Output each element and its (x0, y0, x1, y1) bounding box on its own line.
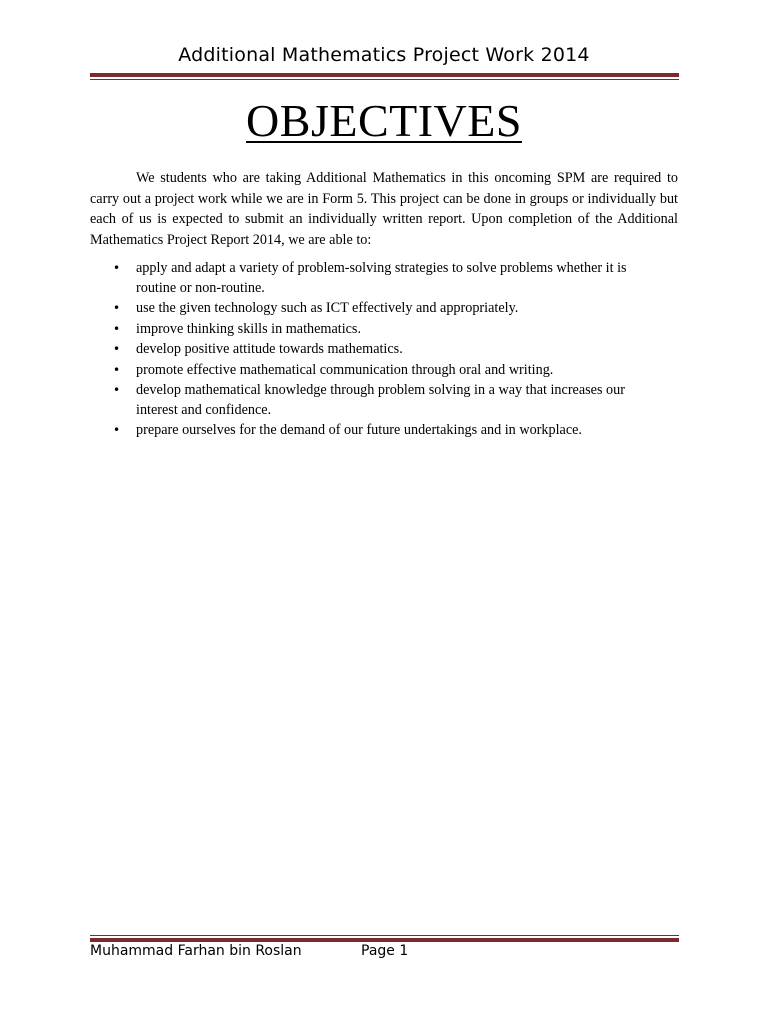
page-heading: OBJECTIVES (246, 95, 522, 146)
intro-paragraph: We students who are taking Additional Mathematics in this oncoming SPM are required to carry out a project work while we are in Form 5. This project can be done in groups or individually but each of us is expected to submit an individually written report. Upon completion of the Additional Mathematics Project Report 2014, we are able to: (90, 170, 678, 248)
bullet-icon: • (113, 321, 121, 336)
footer-author: Muhammad Farhan bin Roslan (90, 943, 302, 959)
objective-text: use the given technology such as ICT effectively and appropriately. (136, 300, 519, 316)
header-rule-thick (90, 73, 679, 77)
objective-item (90, 381, 658, 420)
objective-item (90, 340, 658, 360)
objective-item (90, 421, 658, 441)
header-title: Additional Mathematics Project Work 2014 (178, 44, 590, 66)
footer-page-number: Page 1 (361, 943, 409, 959)
footer-rule-thin (90, 935, 679, 936)
bullet-icon: • (113, 362, 121, 377)
objective-item (90, 259, 658, 298)
bullet-icon: • (113, 383, 121, 397)
footer-rule-thick (90, 938, 679, 942)
objective-text: improve thinking skills in mathematics. (136, 320, 362, 337)
objective-text: promote effective mathematical communication through oral and writing. (136, 361, 554, 378)
bullet-icon: • (113, 301, 121, 315)
bullet-icon: • (113, 423, 121, 437)
objective-item (90, 361, 658, 381)
objective-text: prepare ourselves for the demand of our future undertakings and in workplace. (136, 422, 582, 438)
objective-item (90, 320, 658, 340)
objective-text: develop positive attitude towards mathematics. (136, 341, 403, 357)
bullet-icon: • (113, 342, 121, 356)
bullet-icon: • (113, 261, 121, 275)
objective-text: apply and adapt a variety of problem-solving strategies to solve problems whether it is routine or non-routine. (136, 260, 627, 296)
objective-text: develop mathematical knowledge through problem solving in a way that increases our interest and confidence. (136, 382, 625, 418)
header-rule-thin (90, 79, 679, 80)
objectives-list (90, 259, 678, 442)
objective-item (90, 299, 658, 319)
